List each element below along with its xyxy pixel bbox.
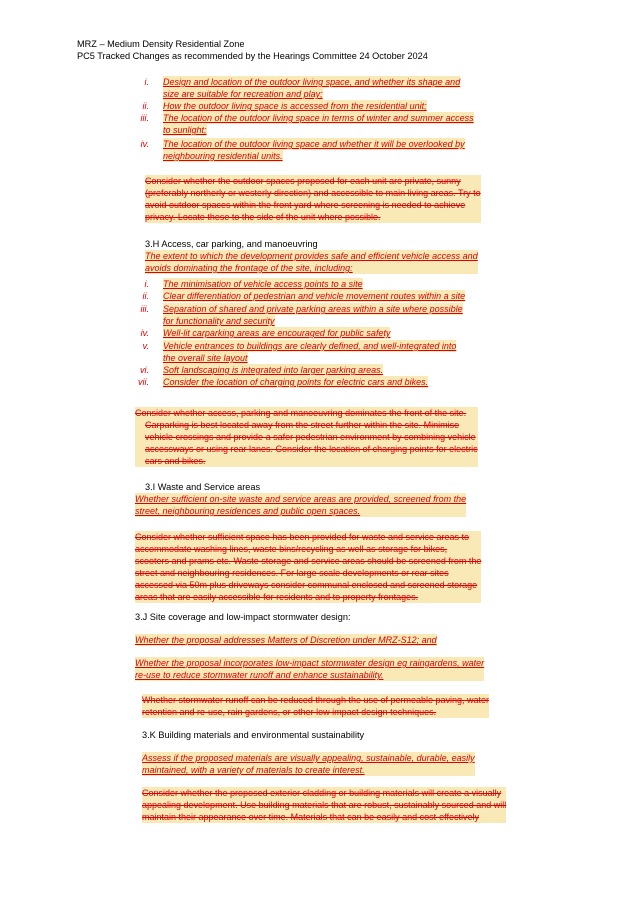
section-heading: 3.H Access, car parking, and manoeuvring [145,239,318,249]
section-heading: 3.K Building materials and environmental sustainability [142,730,365,740]
header-line-2: PC5 Tracked Changes as recommended by the Hearings Committee 24 October 2024 [77,51,428,61]
section-intro: Whether sufficient on-site waste and service areas are provided, screened from the street, neighbouring residences and public open spaces. [135,494,467,516]
deleted-paragraph: Consider whether sufficient space has been provided for waste and service areas to accommodate washing lines, waste bins/recycling as well as storage for bikes, scooters and prams etc. Waste storage and service areas should be screened from the street and neighbouring residences. For large scale developments or rear sites accessed via 50m plus driveways consider communal enclosed and screened storage areas that are easily accessible for residents and to property frontages. [135,532,482,602]
coverage-paragraph-2: Whether the proposal incorporates low-impact stormwater design eg raingardens, water re-use to reduce stormwater runoff and enhance sustainability. [135,658,485,680]
section-heading: 3.J Site coverage and low-impact stormwater design: [135,612,351,622]
section-intro: Assess if the proposed materials are visually appealing, sustainable, durable, easily maintained, with a variety of materials to create interest. [142,753,475,775]
header-line-1: MRZ – Medium Density Residential Zone [77,39,245,49]
section-heading: 3.I Waste and Service areas [145,482,261,492]
page-header [77,38,428,62]
deleted-paragraph: Consider whether the outdoor spaces proposed for each unit are private, sunny (preferably northerly or westerly direction) and accessible to main living areas. Try to avoid outdoor spaces within the front yard where screening is needed to achieve privacy. Locate these to the side of the unit where possible. [145,176,481,222]
coverage-paragraph-1: Whether the proposal addresses Matters of Discretion under MRZ-S12; and [135,635,437,645]
section-intro: The extent to which the development provides safe and efficient vehicle access and avoids dominating the frontage of the site, including: [145,251,478,273]
deleted-paragraph: Consider whether access, parking and manoeuvring dominates the front of the site. Carparking is best located away from the street further within the site. Minimise vehicle crossings and provide a safer pedestrian environment by combining vehicle accessways or using rear lanes. Consider the location of charging points for electric cars and bikes. [135,408,478,466]
deleted-paragraph: Whether stormwater runoff can be reduced through the use of permeable paving, water retention and re-use, rain gardens, or other low impact design techniques. [142,695,490,717]
deleted-paragraph: Consider whether the proposed exterior cladding or building materials will create a visually appealing development. Use building materials that are robust, sustainably sourced and will maintain their appearance over time. Materials that can be easily and cost-effectively [142,788,507,822]
